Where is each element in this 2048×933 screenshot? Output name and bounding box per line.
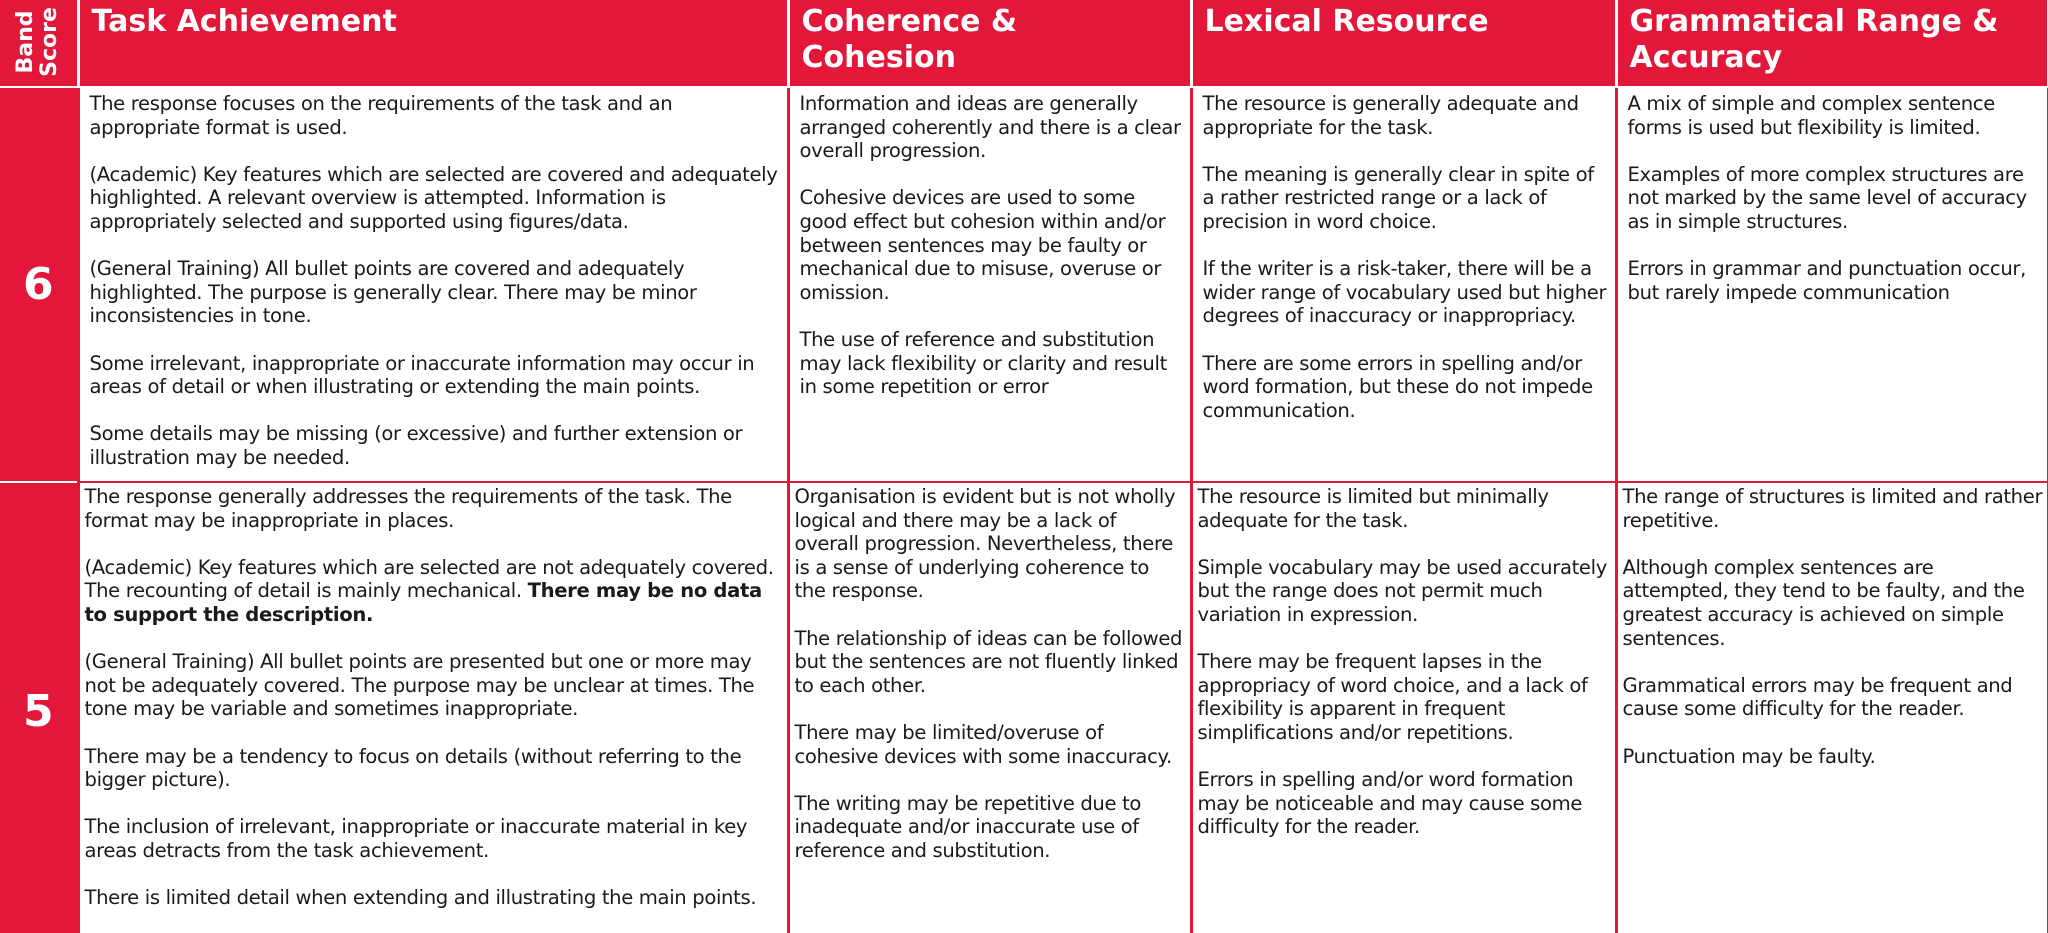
descriptor-text: Organisation is evident but is not wholly logical and there may be a lack of overall progression. Nevertheless, there is a sense of underlying coherence to the response.: [794, 485, 1176, 603]
descriptor-text: (Academic) Key features which are selected are covered and adequately highlighted. A relevant overview is attempted. Information is appropriately selected and supported using figures/data.: [89, 162, 778, 233]
band-5-row: [0, 482, 2048, 933]
descriptor-text: (General Training) All bullet points are covered and adequately highlighted. The purpose is generally clear. There may be minor inconsistencies in tone.: [89, 257, 697, 328]
descriptor-text: Cohesive devices are used to some good effect but cohesion within and/or between sentences may be faulty or mechanical due to misuse, overuse or omission.: [799, 186, 1166, 304]
band-5-lexical-resource: [1191, 482, 1616, 933]
grammatical-range-header: Grammatical Range & Accuracy: [1616, 0, 2048, 87]
band-6-task-achievement: [78, 87, 788, 482]
band-5-task-achievement: [78, 482, 788, 933]
band-5-coherence-cohesion: [788, 482, 1191, 933]
descriptor-text: Some details may be missing (or excessive) and further extension or illustration may be needed.: [89, 422, 743, 469]
band-score-header: [0, 0, 78, 87]
band-6-row: [0, 87, 2048, 482]
descriptor-text: Errors in grammar and punctuation occur, but rarely impede communication: [1627, 257, 2026, 304]
lexical-resource-header: Lexical Resource: [1191, 0, 1616, 87]
descriptor-text: Errors in spelling and/or word formation may be noticeable and may cause some difficulty for the reader.: [1197, 768, 1583, 839]
band-6-grammatical-range: [1616, 87, 2048, 482]
descriptor-text: The resource is generally adequate and appropriate for the task.: [1202, 92, 1579, 139]
descriptor-text: The response generally addresses the requirements of the task. The format may be inappropriate in places.: [84, 485, 732, 532]
band-6-lexical-resource: [1191, 87, 1616, 482]
descriptor-text: There is limited detail when extending and illustrating the main points.: [84, 886, 757, 910]
header-row: [0, 0, 2048, 87]
descriptor-text: Simple vocabulary may be used accurately but the range does not permit much variation in expression.: [1197, 555, 1607, 626]
descriptor-text: There are some errors in spelling and/or word formation, but these do not impede communication.: [1202, 351, 1593, 422]
descriptor-text: (General Training) All bullet points are presented but one or more may not be adequately covered. The purpose may be unclear at times. The tone may be variable and sometimes inappropriate.: [84, 650, 755, 721]
descriptor-text: Some irrelevant, inappropriate or inaccurate information may occur in areas of detail or when illustrating or extending the main points.: [89, 351, 755, 399]
descriptor-text: Punctuation may be faulty.: [1622, 744, 1876, 768]
coherence-cohesion-header: Coherence & Cohesion: [788, 0, 1191, 87]
descriptor-plain-text: (Academic) Key features which are selected are not adequately covered. The recounting of detail is mainly mechanical.: [84, 555, 774, 603]
descriptor-text: The meaning is generally clear in spite of a rather restricted range or a lack of precision in word choice.: [1202, 162, 1594, 233]
descriptor-text: Examples of more complex structures are not marked by the same level of accuracy as in simple structures.: [1627, 162, 2027, 233]
band-score-6: 6: [0, 87, 78, 482]
descriptor-text: The response focuses on the requirements of the task and an appropriate format is used.: [89, 92, 673, 139]
descriptor-text: The writing may be repetitive due to inadequate and/or inaccurate use of reference and substitution.: [794, 791, 1142, 862]
descriptor-text: There may be limited/overuse of cohesive devices with some inaccuracy.: [794, 720, 1172, 768]
descriptor-text: A mix of simple and complex sentence forms is used but flexibility is limited.: [1627, 92, 1995, 139]
band-score-label: Band Score: [13, 6, 63, 77]
descriptor-text: The use of reference and substitution may lack flexibility or clarity and result in some repetition or error: [799, 327, 1167, 399]
descriptor-text: Information and ideas are generally arranged coherently and there is a clear overall progression.: [799, 92, 1181, 163]
descriptor-text: The range of structures is limited and rather repetitive.: [1622, 485, 2043, 532]
descriptor-text: Although complex sentences are attempted, they tend to be faulty, and the greatest accuracy is achieved on simple sentences.: [1622, 555, 2025, 650]
task-achievement-header: Task Achievement: [78, 0, 788, 87]
descriptor-text: The inclusion of irrelevant, inappropriate or inaccurate material in key areas detracts from the task achievement.: [84, 815, 748, 862]
band-score-5: 5: [0, 482, 78, 933]
descriptor-text: There may be frequent lapses in the appropriacy of word choice, and a lack of flexibility is apparent in frequent simplifications and/or repetitions.: [1197, 650, 1588, 744]
band-5-grammatical-range: [1616, 482, 2048, 933]
descriptor-text: If the writer is a risk-taker, there will be a wider range of vocabulary used but higher degrees of inaccuracy or inappropriacy.: [1202, 257, 1607, 328]
descriptor-text: There may be a tendency to focus on details (without referring to the bigger picture).: [84, 744, 742, 792]
descriptor-text: The resource is limited but minimally adequate for the task.: [1197, 485, 1549, 532]
descriptor-text: Grammatical errors may be frequent and cause some difficulty for the reader.: [1622, 673, 2013, 721]
descriptor-text: The relationship of ideas can be followed but the sentences are not fluently linked to each other.: [794, 626, 1183, 697]
descriptor-text: [85, 556, 783, 627]
descriptor-bold-text: There may be no data to support the description.: [84, 579, 762, 626]
band-6-coherence-cohesion: [788, 87, 1191, 482]
